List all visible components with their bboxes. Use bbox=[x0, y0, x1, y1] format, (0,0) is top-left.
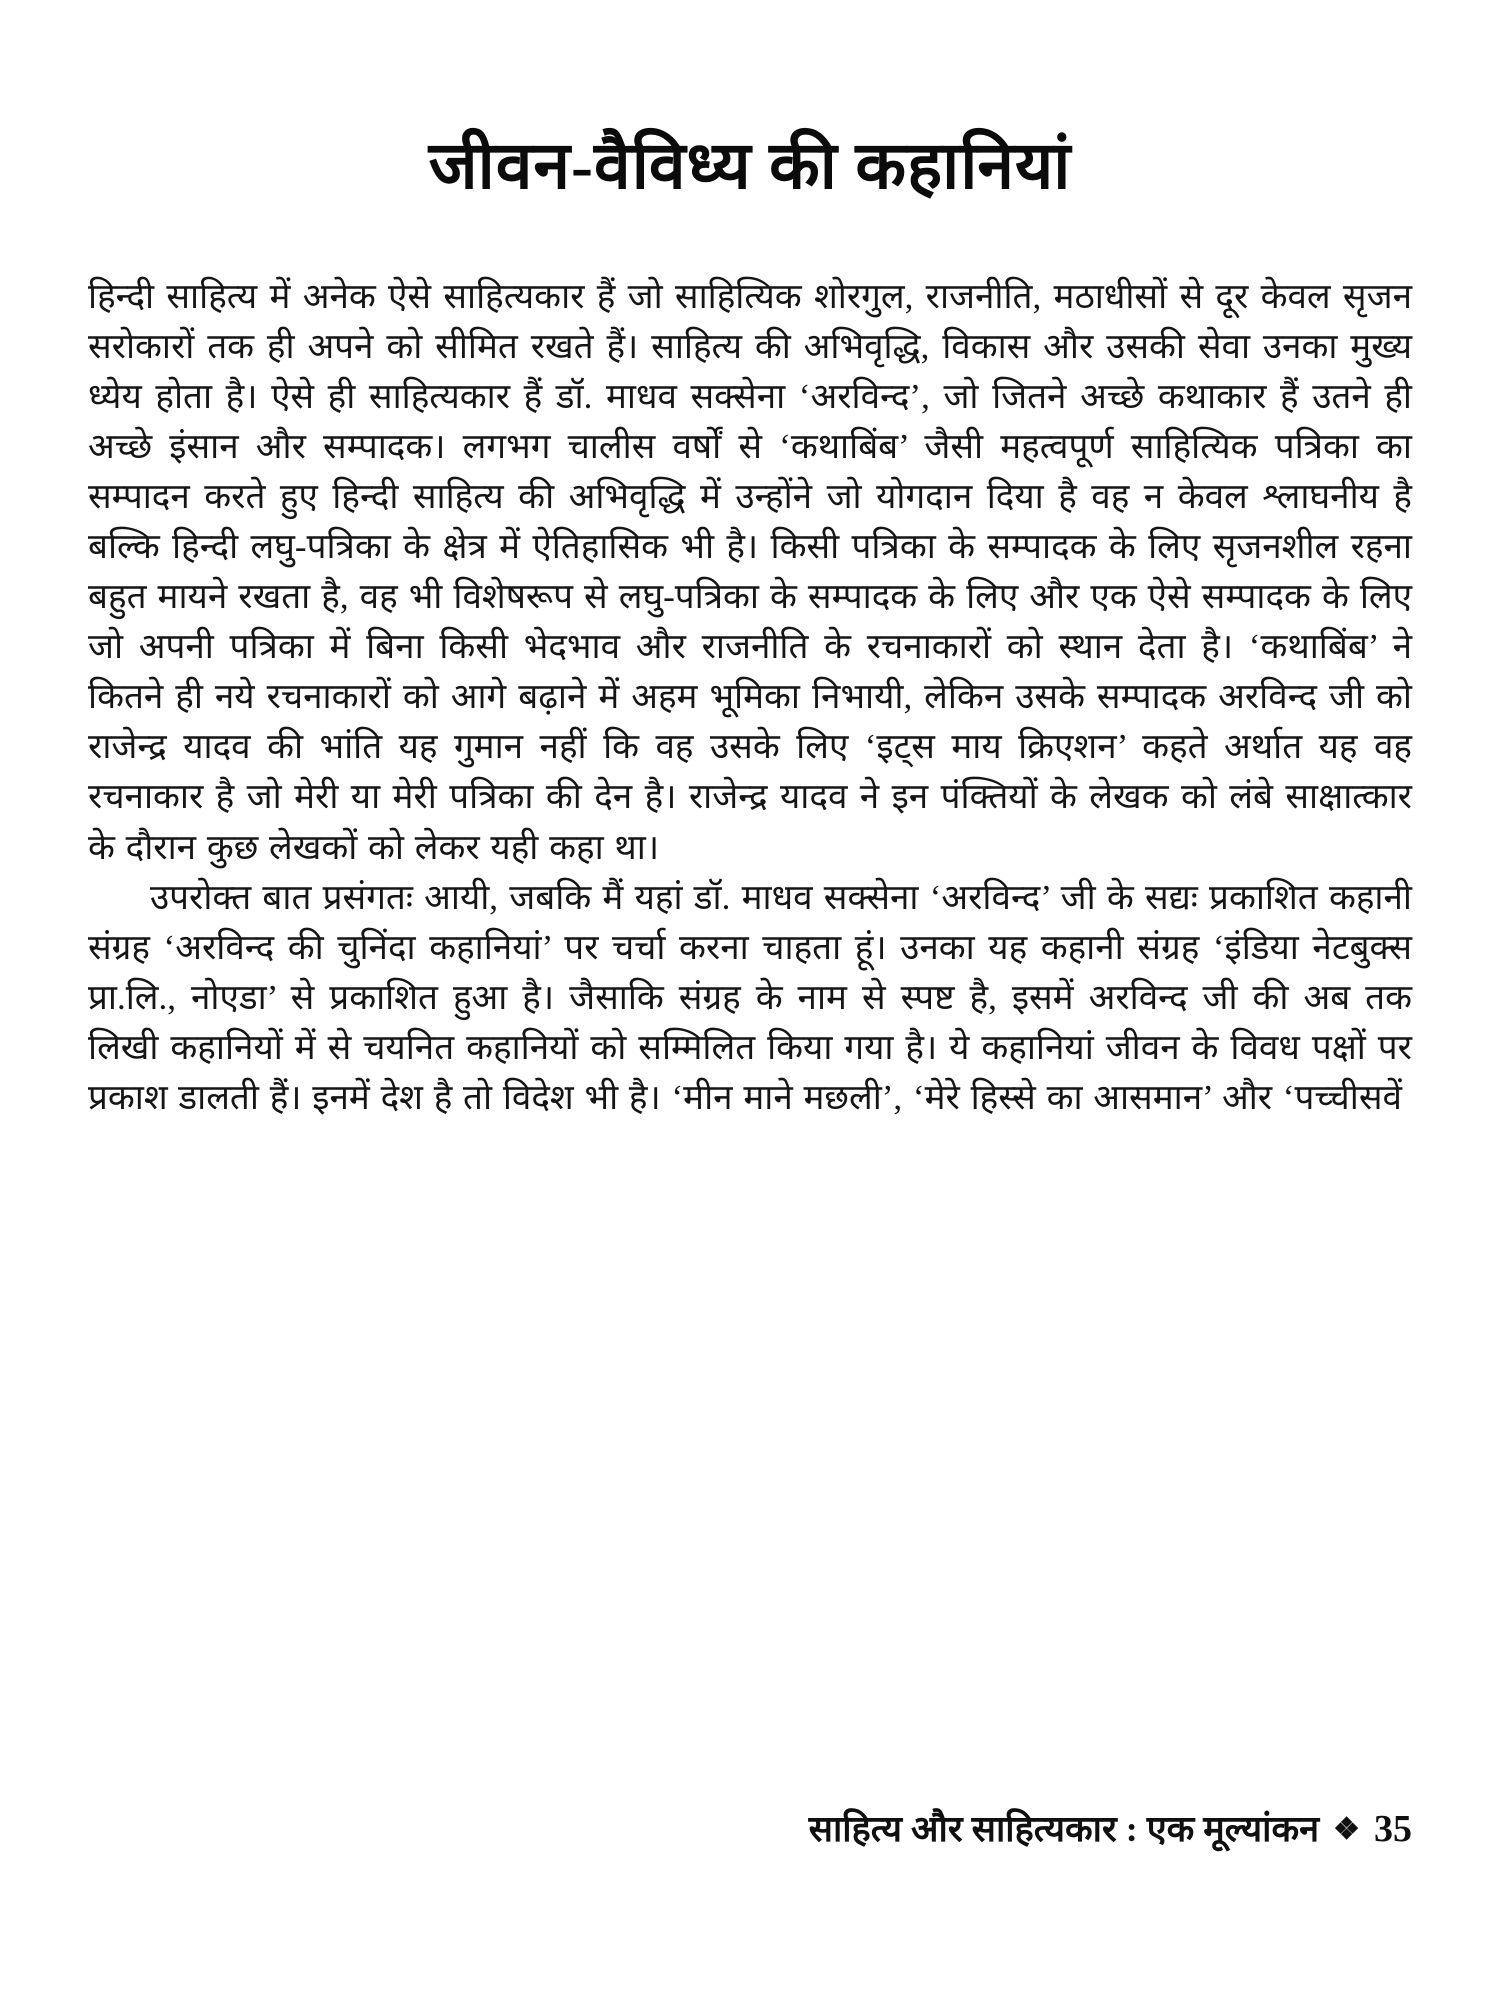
footer-running-title: साहित्य और साहित्यकार : एक मूल्यांकन bbox=[808, 1809, 1320, 1849]
page-number: 35 bbox=[1374, 1808, 1412, 1850]
paragraph: हिन्दी साहित्य में अनेक ऐसे साहित्यकार हैं जो साहित्यिक शोरगुल, राजनीति, मठाधीसों से दूर केवल सृजन सरोकारों तक ही अपने को सीमित रखते हैं। साहित्य की अभिवृद्धि, विकास और उसकी सेवा उनका मुख्य ध्येय होता है। ऐसे ही साहित्यकार हैं डॉ. माधव सक्सेना ‘अरविन्द’, जो जितने अच्छे कथाकार हैं उतने ही अच्छे इंसान और सम्पादक। लगभग चालीस वर्षों से ‘कथाबिंब’ जैसी महत्वपूर्ण साहित्यिक पत्रिका का सम्पादन करते हुए हिन्दी साहित्य की अभिवृद्धि में उन्होंने जो योगदान दिया है वह न केवल श्लाघनीय है बल्कि हिन्दी लघु-पत्रिका के क्षेत्र में ऐतिहासिक भी है। किसी पत्रिका के सम्पादक के लिए सृजनशील रहना बहुत मायने रखता है, वह भी विशेषरूप से लघु-पत्रिका के सम्पादक के लिए और एक ऐसे सम्पादक के लिए जो अपनी पत्रिका में बिना किसी भेदभाव और राजनीति के रचनाकारों को स्थान देता है। ‘कथाबिंब’ ने कितने ही नये रचनाकारों को आगे बढ़ाने में अहम भूमिका निभायी, लेकिन उसके सम्पादक अरविन्द जी को राजेन्द्र यादव की भांति यह गुमान नहीं कि वह उसके लिए ‘इट्स माय क्रिएशन’ कहते अर्थात यह वह रचनाकार है जो मेरी या मेरी पत्रिका की देन है। राजेन्द्र यादव ने इन पंक्तियों के लेखक को लंबे साक्षात्कार के दौरान कुछ लेखकों को लेकर यही कहा था। bbox=[88, 277, 1412, 867]
paragraph: उपरोक्त बात प्रसंगतः आयी, जबकि मैं यहां डॉ. माधव सक्सेना ‘अरविन्द’ जी के सद्यः प्रकाशित कहानी संग्रह ‘अरविन्द की चुनिंदा कहानियां’ पर चर्चा करना चाहता हूं। उनका यह कहानी संग्रह ‘इंडिया नेटबुक्स प्रा.लि., नोएडा’ से प्रकाशित हुआ है। जैसाकि संग्रह के नाम से स्पष्ट है, इसमें अरविन्द जी की अब तक लिखी कहानियों में से चयनित कहानियों को सम्मिलित किया गया है। ये कहानियां जीवन के विवध पक्षों पर प्रकाश डालती हैं। इनमें देश है तो विदेश भी है। ‘मीन माने मछली’, ‘मेरे हिस्से का आसमान’ और ‘पच्चीसवें bbox=[88, 877, 1412, 1117]
diamond-ornament-icon: ❖ bbox=[1333, 1813, 1360, 1846]
body-text bbox=[88, 272, 1412, 1123]
page-title: जीवन-वैविध्य की कहानियां bbox=[428, 130, 1072, 203]
page-footer bbox=[809, 1803, 1412, 1852]
